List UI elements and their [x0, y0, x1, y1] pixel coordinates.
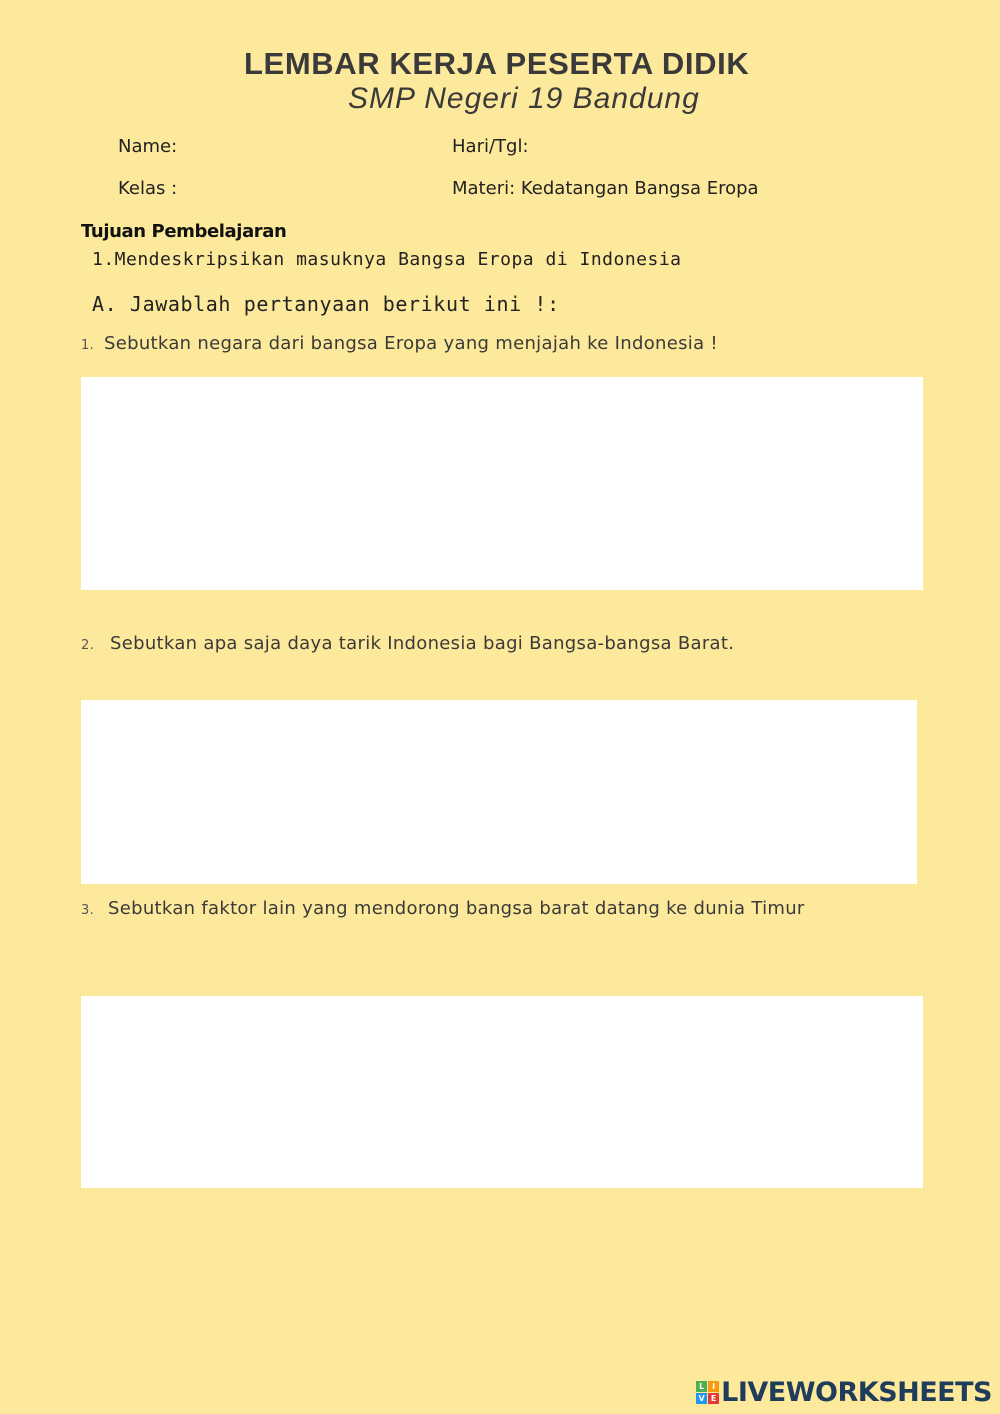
question-1	[81, 333, 718, 354]
topic-label: Materi: Kedatangan Bangsa Eropa	[452, 178, 759, 199]
name-label: Name:	[118, 136, 178, 157]
section-heading: A. Jawablah pertanyaan berikut ini !:	[92, 292, 560, 316]
answer-1-input[interactable]	[81, 377, 923, 590]
question-2-text: Sebutkan apa saja daya tarik Indonesia bagi Bangsa-bangsa Barat.	[110, 633, 735, 654]
question-3	[81, 898, 805, 919]
logo-letter-l: L	[696, 1381, 707, 1392]
question-3-text: Sebutkan faktor lain yang mendorong bangsa barat datang ke dunia Timur	[108, 898, 805, 919]
question-3-number: 3.	[81, 903, 95, 918]
question-2-number: 2.	[81, 638, 95, 653]
objectives-heading: Tujuan Pembelajaran	[81, 221, 287, 242]
class-label: Kelas :	[118, 178, 178, 199]
answer-3-input[interactable]	[81, 996, 923, 1188]
worksheet-title: LEMBAR KERJA PESERTA DIDIK	[244, 46, 750, 81]
liveworksheets-logo	[696, 1377, 992, 1408]
question-1-number: 1.	[81, 338, 95, 353]
logo-letter-i: I	[708, 1381, 719, 1392]
objective-item: 1.Mendeskripsikan masuknya Bangsa Eropa di Indonesia	[92, 249, 682, 270]
date-label: Hari/Tgl:	[452, 136, 529, 157]
answer-2-input[interactable]	[81, 700, 917, 884]
liveworksheets-logo-icon	[696, 1381, 719, 1404]
liveworksheets-logo-text: LIVEWORKSHEETS	[721, 1377, 992, 1408]
question-1-text: Sebutkan negara dari bangsa Eropa yang menjajah ke Indonesia !	[104, 333, 718, 354]
question-2	[81, 633, 734, 654]
school-name: SMP Negeri 19 Bandung	[348, 82, 700, 115]
logo-letter-e: E	[708, 1393, 719, 1404]
logo-letter-v: V	[696, 1393, 707, 1404]
